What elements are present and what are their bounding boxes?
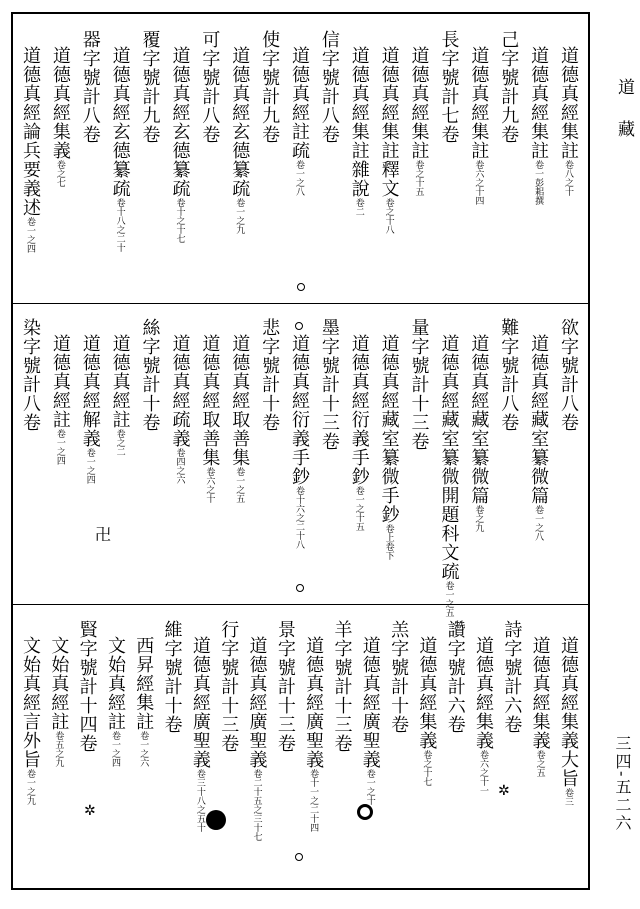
entry-volume-range: 卷之十五 — [413, 160, 424, 196]
catalog-entry — [244, 636, 270, 841]
entry-volume-range: 卷一彭耜撰 — [533, 160, 544, 205]
entry-title: 道德真經論兵要義述 — [20, 46, 41, 217]
heading-text: 維字號計十卷 — [161, 620, 183, 734]
catalog-group-heading — [316, 30, 342, 144]
heading-text: 讚字號計六卷 — [444, 620, 466, 734]
entry-volume-range: 卷二 — [353, 198, 364, 216]
catalog-entry — [107, 46, 133, 252]
catalog-entry — [555, 46, 581, 196]
entry-volume-range: 卷一之五 — [234, 467, 245, 503]
entry-volume-range: 卷一之四 — [54, 429, 65, 465]
entry-volume-range: 卷十八之二十 — [114, 198, 125, 252]
heading-text: 使字號計九卷 — [259, 30, 281, 144]
catalog-entry — [470, 636, 496, 795]
heading-text: 景字號計十三卷 — [274, 620, 296, 753]
entry-volume-range: 卷之七 — [54, 160, 65, 187]
entry-title: 道德真經集註雜說 — [348, 46, 370, 198]
entry-title: 道德真經衍義手鈔 — [289, 334, 310, 486]
section-divider-upper — [11, 303, 590, 304]
entry-title: 文始真經註 — [104, 636, 126, 731]
catalog-entry — [300, 636, 326, 832]
catalog-entry — [226, 46, 252, 234]
entry-volume-range: 卷二十五之三十七 — [251, 769, 262, 841]
swastika-ornament: 卍 — [95, 525, 112, 544]
entry-volume-range: 卷十之十七 — [174, 198, 185, 243]
entry-title: 道德真經疏義 — [169, 334, 191, 448]
heading-text: 染字號計八卷 — [20, 318, 41, 432]
entry-volume-range: 卷一之九 — [234, 198, 245, 234]
entry-volume-range: 卷一之四 — [109, 731, 120, 767]
catalog-entry — [525, 46, 551, 205]
entry-title: 道德真經集義 — [416, 636, 438, 750]
entry-title: 道德真經集註 — [408, 46, 430, 160]
catalog-group-heading — [74, 620, 100, 753]
catalog-entry — [77, 334, 103, 484]
catalog-group-heading — [498, 620, 524, 734]
catalog-group-heading — [215, 620, 241, 753]
entry-title: 道德真經取善集 — [199, 334, 221, 467]
entry-title: 文始真經言外旨 — [20, 636, 41, 769]
entry-volume-range: 卷四之六 — [174, 448, 185, 484]
margin-title: 道 — [614, 78, 634, 103]
catalog-entry — [45, 636, 71, 767]
entry-title: 道德真經藏室纂微篇 — [468, 334, 490, 505]
entry-volume-range: 卷一之八 — [533, 505, 544, 541]
margin-subtitle: 藏 — [614, 120, 634, 145]
catalog-entry — [107, 334, 133, 456]
heading-text: 覆字號計九卷 — [139, 30, 161, 144]
catalog-entry — [413, 636, 439, 786]
entry-volume-range: 卷一之九 — [25, 769, 35, 805]
entry-volume-range: 卷一之四 — [25, 217, 35, 253]
entry-volume-range: 卷一之六 — [138, 731, 149, 767]
entry-volume-range: 卷六之十一 — [478, 750, 489, 795]
catalog-group-heading — [159, 620, 185, 734]
catalog-group-heading — [17, 318, 43, 432]
entry-title: 道德真經玄德纂疏 — [109, 46, 131, 198]
catalog-entry — [196, 334, 222, 503]
page-number: 三四-五二六 — [613, 735, 632, 833]
catalog-group-heading — [137, 318, 163, 432]
section-divider-lower — [11, 604, 590, 605]
entry-title: 道德真經集註 — [528, 46, 550, 160]
entry-volume-range: 卷之十八 — [383, 198, 394, 234]
entry-title: 道德真經衍義手鈔 — [348, 334, 370, 486]
entry-title: 道德真經集註釋文 — [378, 46, 400, 198]
catalog-entry — [465, 46, 491, 205]
heading-text: 己字號計九卷 — [498, 30, 520, 144]
binding-hole-middle-top — [295, 322, 303, 330]
catalog-group-heading — [495, 30, 521, 144]
catalog-group-heading — [385, 620, 411, 734]
entry-volume-range: 卷六之十 — [204, 467, 215, 503]
heading-text: 可字號計八卷 — [199, 30, 221, 144]
catalog-group-heading — [435, 30, 461, 144]
entry-title: 道德真經取善集 — [229, 334, 251, 467]
catalog-group-heading — [442, 620, 468, 734]
catalog-entry — [525, 334, 551, 541]
entry-volume-range: 卷三 — [563, 788, 573, 806]
entry-volume-range: 卷一之十 — [364, 769, 375, 805]
entry-title: 道德真經集義 — [49, 46, 71, 160]
heading-text: 詩字號計六卷 — [501, 620, 523, 734]
entry-volume-range: 卷上卷下 — [383, 524, 394, 560]
heading-text: 賢字號計十四卷 — [76, 620, 98, 753]
entry-title: 文始真經註 — [48, 636, 70, 731]
catalog-entry — [17, 636, 43, 805]
catalog-entry — [346, 46, 372, 216]
catalog-group-heading — [406, 318, 432, 451]
catalog-entry — [346, 334, 372, 531]
heading-text: 墨字號計十三卷 — [318, 318, 340, 451]
catalog-entry — [286, 334, 312, 549]
entry-title: 道德真經廣聖義 — [189, 636, 211, 769]
catalog-group-heading — [272, 620, 298, 753]
entry-title: 道德真經廣聖義 — [359, 636, 381, 769]
seal-mark-left — [206, 810, 226, 830]
catalog-group-heading — [77, 30, 103, 144]
catalog-entry — [166, 334, 192, 484]
binding-hole-top — [297, 283, 305, 291]
flower-ornament-left: ✲ — [84, 803, 96, 819]
catalog-entry — [376, 46, 402, 234]
binding-hole-middle-bottom — [296, 584, 304, 592]
entry-title: 道德真經廣聖義 — [246, 636, 268, 769]
catalog-group-heading — [137, 30, 163, 144]
catalog-entry — [47, 334, 73, 465]
entry-title: 道德真經集註 — [468, 46, 490, 160]
catalog-group-heading — [196, 30, 222, 144]
entry-title: 道德真經集義 — [473, 636, 495, 750]
entry-title: 道德真經註 — [49, 334, 71, 429]
catalog-group-heading — [316, 318, 342, 451]
entry-title: 道德真經玄德纂疏 — [229, 46, 251, 198]
entry-volume-range: 卷之二 — [114, 429, 125, 456]
catalog-entry — [187, 636, 213, 832]
heading-text: 羔字號計十卷 — [388, 620, 410, 734]
entry-volume-range: 卷之九 — [473, 505, 484, 532]
entry-title: 道德真經註 — [109, 334, 131, 429]
catalog-group-heading — [495, 318, 521, 432]
catalog-entry — [527, 636, 553, 777]
entry-title: 道德真經玄德纂疏 — [169, 46, 191, 198]
catalog-group-heading — [328, 620, 354, 753]
catalog-group-heading — [256, 30, 282, 144]
entry-volume-range: 卷三十八之五十 — [194, 769, 205, 832]
entry-title: 道德真經集義 — [529, 636, 551, 750]
entry-title: 道德真經藏室纂微手鈔 — [378, 334, 400, 524]
heading-text: 器字號計八卷 — [79, 30, 101, 144]
catalog-entry — [406, 46, 432, 196]
entry-volume-range: 卷十六之二十八 — [294, 486, 304, 549]
heading-text: 欲字號計八卷 — [558, 318, 579, 432]
catalog-entry — [465, 334, 491, 532]
heading-text: 悲字號計十卷 — [259, 318, 281, 432]
entry-title: 道德真經註疏 — [289, 46, 310, 160]
entry-volume-range: 卷一之四 — [84, 448, 95, 484]
heading-text: 長字號計七卷 — [438, 30, 460, 144]
entry-title: 道德真經集義大旨 — [558, 636, 579, 788]
entry-title: 道德真經解義 — [79, 334, 101, 448]
catalog-group-heading — [256, 318, 282, 432]
flower-ornament-right: ✲ — [498, 783, 510, 799]
entry-volume-range: 卷六之十四 — [473, 160, 484, 205]
catalog-entry — [166, 46, 192, 243]
catalog-entry — [17, 46, 43, 253]
heading-text: 行字號計十三卷 — [218, 620, 240, 753]
entry-title: 道德真經廣聖義 — [303, 636, 325, 769]
entry-volume-range: 卷八之十 — [563, 160, 573, 196]
entry-volume-range: 卷一之八 — [294, 160, 304, 196]
catalog-entry — [357, 636, 383, 805]
entry-volume-range: 卷一之五 — [443, 581, 454, 617]
catalog-entry — [102, 636, 128, 767]
entry-volume-range: 卷五之九 — [53, 731, 64, 767]
seal-mark-right — [357, 804, 373, 820]
catalog-entry — [226, 334, 252, 503]
entry-title: 道德真經藏室纂微篇 — [528, 334, 550, 505]
binding-hole-bottom — [295, 853, 303, 861]
entry-title: 西昇經集註 — [133, 636, 155, 731]
catalog-entry — [435, 334, 461, 617]
catalog-entry — [47, 46, 73, 187]
catalog-group-heading — [555, 318, 581, 432]
entry-title: 道德真經藏室纂微開題科文疏 — [438, 334, 460, 581]
heading-text: 量字號計十三卷 — [408, 318, 430, 451]
heading-text: 羊字號計十三卷 — [331, 620, 353, 753]
catalog-entry — [130, 636, 156, 767]
catalog-entry — [555, 636, 581, 806]
catalog-entry — [286, 46, 312, 196]
entry-volume-range: 卷之五 — [534, 750, 545, 777]
heading-text: 難字號計八卷 — [498, 318, 520, 432]
entry-volume-range: 卷之十七 — [421, 750, 432, 786]
catalog-entry — [376, 334, 402, 560]
entry-title: 道德真經集註 — [558, 46, 579, 160]
entry-volume-range: 卷十一之二十四 — [308, 769, 319, 832]
heading-text: 信字號計八卷 — [318, 30, 340, 144]
heading-text: 絲字號計十卷 — [139, 318, 161, 432]
entry-volume-range: 卷一之十五 — [353, 486, 364, 531]
